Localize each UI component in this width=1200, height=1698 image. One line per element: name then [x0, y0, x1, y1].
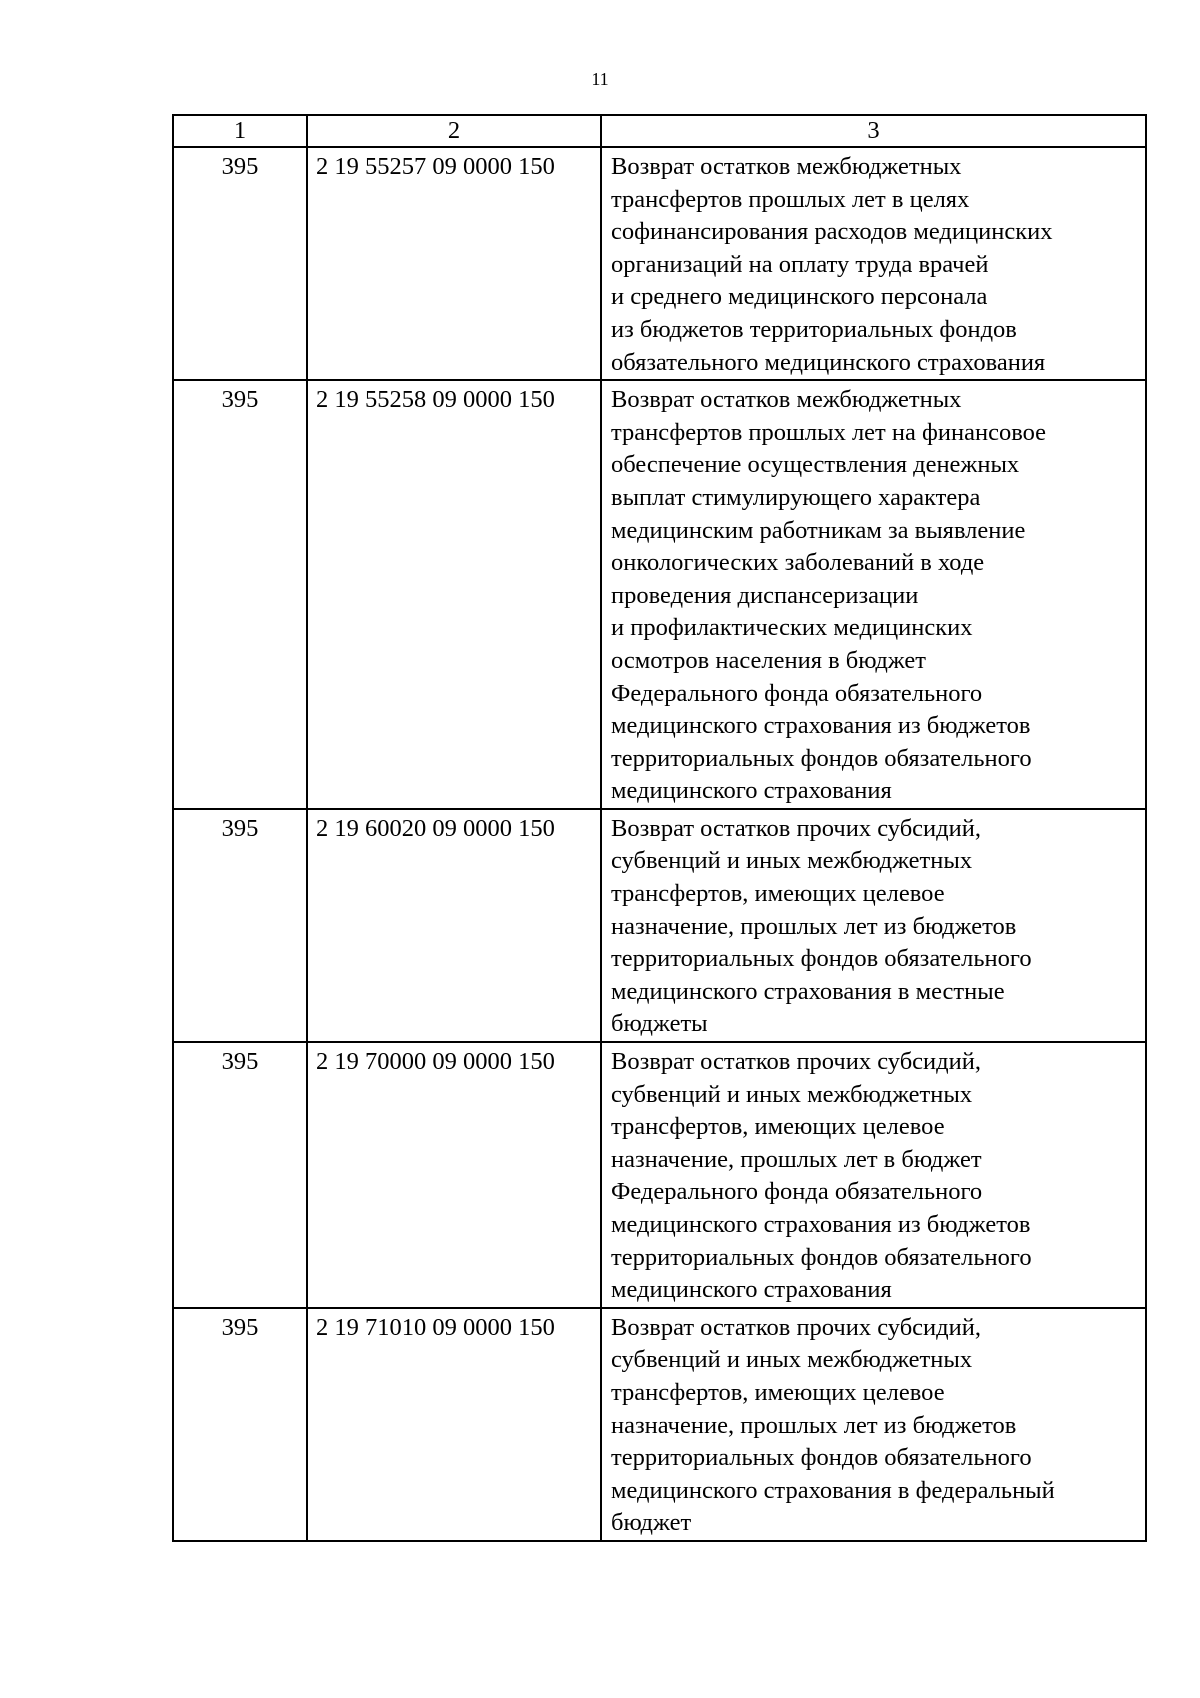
name-line: территориальных фондов обязательного	[611, 1444, 1032, 1472]
name-line: обеспечение осуществления денежных	[611, 451, 1020, 479]
name-line: трансфертов, имеющих целевое	[611, 1378, 945, 1406]
name-line: выплат стимулирующего характера	[611, 483, 981, 511]
name-line: из бюджетов территориальных фондов	[611, 315, 1017, 343]
name-line: медицинского страхования из бюджетов	[611, 1211, 1031, 1238]
page-number: 11	[591, 69, 609, 89]
name-line: медицинского страхования в местные	[611, 977, 1005, 1005]
name-line: назначение, прошлых лет из бюджетов	[611, 912, 1017, 940]
name-line: трансфертов, имеющих целевое	[611, 880, 945, 908]
admin-code-cell: 395	[173, 809, 307, 1042]
name-line: субвенций и иных межбюджетных	[611, 1080, 973, 1108]
name-line: Возврат остатков межбюджетных	[611, 153, 962, 180]
name-line: осмотров населения в бюджет	[611, 646, 926, 674]
name-line: медицинского страхования в федеральный	[611, 1476, 1055, 1504]
admin-code-cell: 395	[173, 380, 307, 809]
table-header-row	[173, 115, 1146, 147]
name-line: субвенций и иных межбюджетных	[611, 1346, 973, 1374]
name-line: Возврат остатков межбюджетных	[611, 386, 962, 414]
name-line: территориальных фондов обязательного	[611, 744, 1032, 772]
name-line: трансфертов прошлых лет на финансовое	[611, 418, 1047, 446]
name-line: трансфертов прошлых лет в целях	[611, 185, 970, 213]
name-line: субвенций и иных межбюджетных	[611, 847, 973, 875]
name-line: организаций на оплату труда врачей	[611, 250, 989, 278]
kbk-code-cell: 2 19 55257 09 0000 150	[307, 147, 601, 380]
admin-code-cell: 395	[173, 147, 307, 380]
income-name-cell	[601, 1308, 1146, 1541]
table-row	[173, 147, 1146, 380]
name-line: медицинским работникам за выявление	[611, 516, 1026, 544]
name-line: обязательного медицинского страхования	[611, 348, 1046, 376]
name-line: Федерального фонда обязательного	[611, 1178, 983, 1206]
admin-code-cell: 395	[173, 1042, 307, 1308]
table-row	[173, 1042, 1146, 1308]
table-row	[173, 1308, 1146, 1541]
name-line: территориальных фондов обязательного	[611, 945, 1032, 973]
kbk-code-cell: 2 19 60020 09 0000 150	[307, 809, 601, 1042]
name-line: бюджет	[611, 1509, 692, 1537]
name-line: Федерального фонда обязательного	[611, 679, 983, 707]
name-line: трансфертов, имеющих целевое	[611, 1113, 945, 1141]
income-name-cell	[601, 809, 1146, 1042]
name-line: Возврат остатков прочих субсидий,	[611, 814, 981, 842]
kbk-code-cell: 2 19 55258 09 0000 150	[307, 380, 601, 809]
name-line: онкологических заболеваний в ходе	[611, 549, 985, 577]
kbk-code-cell: 2 19 70000 09 0000 150	[307, 1042, 601, 1308]
kbk-code-cell: 2 19 71010 09 0000 150	[307, 1308, 601, 1541]
header-cell-1: 1	[173, 115, 307, 147]
name-line: назначение, прошлых лет в бюджет	[611, 1145, 982, 1173]
name-line: назначение, прошлых лет из бюджетов	[611, 1411, 1017, 1439]
name-line: и профилактических медицинских	[611, 614, 973, 642]
name-line: территориальных фондов обязательного	[611, 1243, 1032, 1271]
name-line: и среднего медицинского персонала	[611, 283, 988, 311]
name-line: бюджеты	[611, 1010, 708, 1038]
income-name-cell	[601, 380, 1146, 809]
name-line: Возврат остатков прочих субсидий,	[611, 1048, 981, 1076]
name-line: медицинского страхования	[611, 1276, 892, 1304]
budget-classification-table	[172, 114, 1147, 1542]
name-line: медицинского страхования	[611, 777, 892, 805]
table-row	[173, 809, 1146, 1042]
header-cell-3: 3	[601, 115, 1146, 147]
name-line: медицинского страхования из бюджетов	[611, 712, 1031, 740]
admin-code-cell: 395	[173, 1308, 307, 1541]
name-line: Возврат остатков прочих субсидий,	[611, 1313, 981, 1341]
income-name-cell	[601, 147, 1146, 380]
name-line: проведения диспансеризации	[611, 581, 919, 609]
table-row	[173, 380, 1146, 809]
header-cell-2: 2	[307, 115, 601, 147]
income-name-cell	[601, 1042, 1146, 1308]
name-line: софинансирования расходов медицинских	[611, 218, 1053, 246]
